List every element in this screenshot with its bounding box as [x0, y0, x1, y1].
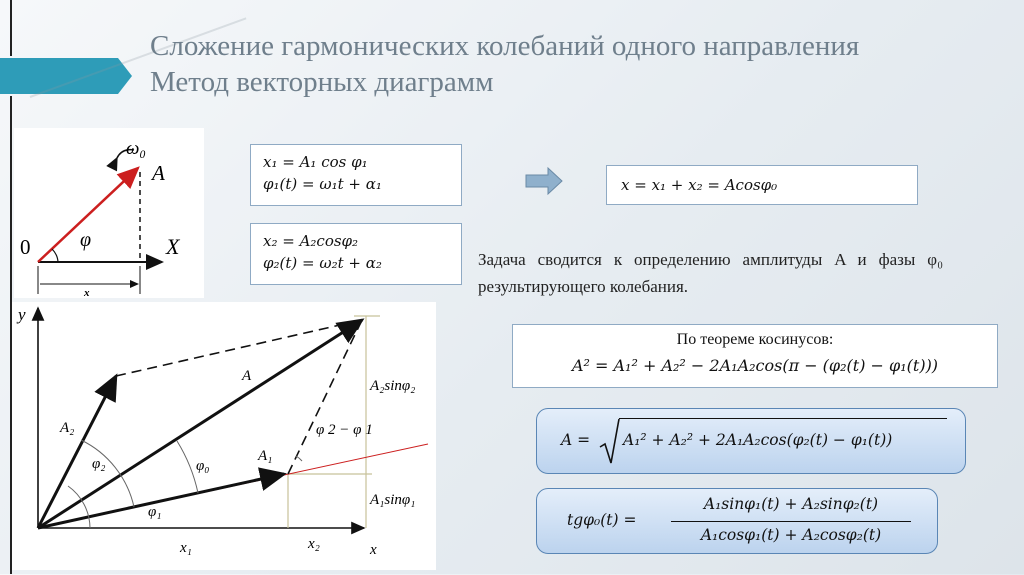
- vector-addition-svg: [12, 302, 436, 570]
- phase-denominator: A₁cosφ₁(t) + A₂cosφ₂(t): [700, 526, 882, 544]
- vector-a1-label: A₁: [258, 448, 273, 464]
- vector-a-label: A: [242, 368, 252, 384]
- amplitude-formula-box: [536, 408, 966, 474]
- point-a-label: A: [152, 161, 165, 185]
- title-line-2: Метод векторных диаграмм: [150, 66, 494, 98]
- oscillation-1-equations: [250, 144, 462, 206]
- phi-label: φ: [80, 229, 92, 251]
- vector-a2: [38, 376, 116, 528]
- task-description: Задача сводится к определению амплитуды A и фазы φ₀ результирующего колебания.: [478, 250, 943, 296]
- cosine-theorem-formula: A² = A₁² + A₂² − 2A₁A₂cos(π − (φ₂(t) − φ₁(t))): [571, 356, 939, 375]
- vector-a-resultant: [38, 320, 362, 528]
- amplitude-lhs: A =: [561, 431, 591, 449]
- x-span-label: x: [84, 287, 90, 298]
- vector-a2-label: A₂: [60, 420, 75, 436]
- phi2-label: φ₂: [92, 456, 106, 472]
- phi2-equation: φ₂(t) = ω₂t + α₂: [263, 254, 382, 272]
- x1-equation: x₁ = A₁ cos φ₁: [263, 153, 368, 171]
- x-axis-label: x: [370, 542, 377, 558]
- origin-label: 0: [20, 235, 31, 259]
- a2-sin-projection-label: A₂sinφ₂: [370, 378, 416, 394]
- y-axis-label: y: [18, 305, 26, 324]
- result-equation: x = x₁ + x₂ = Acosφ₀: [621, 176, 778, 194]
- phase-formula-box: [536, 488, 938, 554]
- cosine-theorem-title: По теореме косинусов:: [676, 331, 834, 348]
- page-title: [150, 28, 859, 100]
- x2-label: x₂: [308, 536, 320, 552]
- title-accent-bar: [0, 58, 118, 94]
- x2-equation: x₂ = A₂cosφ₂: [263, 232, 359, 250]
- title-line-1: Сложение гармонических колебаний одного направления: [150, 30, 860, 62]
- left-rule-top: [10, 0, 12, 56]
- phase-lhs: tgφ₀(t) =: [567, 511, 637, 529]
- rotating-vector-diagram: [14, 128, 204, 298]
- phi0-label: φ₀: [196, 458, 210, 474]
- phase-difference-arc: [296, 456, 302, 461]
- vector-addition-diagram: [12, 302, 436, 570]
- x1-label: x₁: [180, 540, 192, 556]
- phi1-label: φ₁: [148, 504, 162, 520]
- result-equation-box: [606, 165, 918, 205]
- angle-arc: [52, 249, 58, 262]
- omega-label: ω₀: [126, 138, 147, 159]
- amplitude-radicand: A₁² + A₂² + 2A₁A₂cos(φ₂(t) − φ₁(t)): [623, 431, 893, 449]
- sqrt-vinculum: [619, 418, 947, 419]
- phase-difference-label: φ 2 − φ 1: [316, 422, 373, 438]
- rotating-vector-svg: [14, 128, 204, 298]
- sqrt-sign-icon: [599, 417, 621, 467]
- cosine-theorem-box: [512, 324, 998, 388]
- right-arrow-icon: [524, 166, 564, 196]
- a1-sin-projection-label: A₁sinφ₁: [370, 492, 416, 508]
- fraction-bar: [671, 521, 911, 522]
- x-axis-label: X: [166, 234, 180, 259]
- phi1-equation: φ₁(t) = ω₁t + α₁: [263, 175, 382, 193]
- a1-translated-dashed: [116, 320, 362, 376]
- oscillation-2-equations: [250, 223, 462, 285]
- phase-numerator: A₁sinφ₁(t) + A₂sinφ₂(t): [703, 495, 879, 513]
- phi0-arc: [177, 441, 198, 493]
